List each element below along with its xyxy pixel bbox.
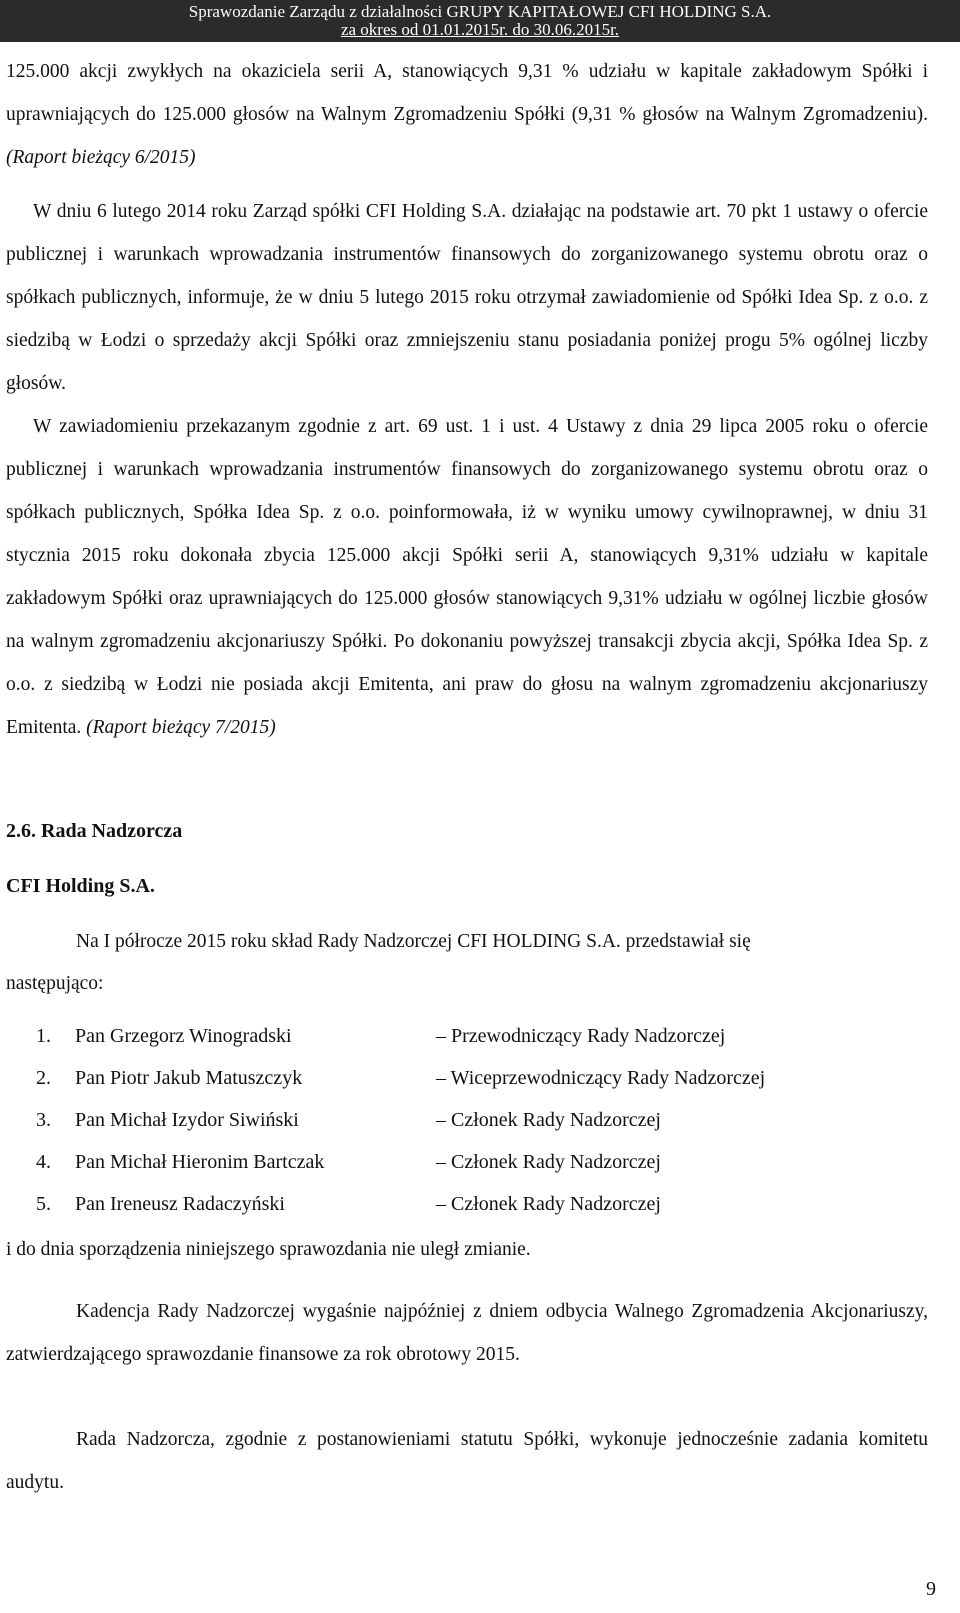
paragraph-term: Kadencja Rady Nadzorczej wygaśnie najpóźniej z dniem odbycia Walnego Zgromadzenia Akcjonariuszy, zatwierdzającego sprawozdanie finansowe za rok obrotowy 2015. bbox=[6, 1301, 928, 1365]
paragraph-notification: W dniu 6 lutego 2014 roku Zarząd spółki CFI Holding S.A. działając na podstawie art. 70 pkt 1 ustawy o ofercie publicznej i warunkach wprowadzania instrumentów finansowych do zorganizowanego systemu obrotu oraz o spółkach publicznych, informuje, że w dniu 5 lutego 2015 roku otrzymał zawiadomienie od Spółki Idea Sp. z o.o. z siedzibą w Łodzi o sprzedaży akcji Spółki oraz zmniejszeniu stanu posiadania poniżej progu 5% ogólnej liczby głosów. bbox=[6, 201, 928, 394]
company-title: CFI Holding S.A. bbox=[6, 875, 155, 897]
page-header bbox=[0, 0, 960, 42]
section-title: 2.6. Rada Nadzorcza bbox=[6, 820, 183, 842]
report-reference: (Raport bieżący 7/2015) bbox=[86, 717, 276, 738]
page-number: 9 bbox=[926, 1578, 936, 1600]
header-period: za okres od 01.01.2015r. do 30.06.2015r. bbox=[340, 20, 620, 39]
board-intro-cont: następująco: bbox=[6, 973, 104, 994]
paragraph-shares: 125.000 akcji zwykłych na okaziciela serii A, stanowiących 9,31 % udziału w kapitale zakładowym Spółki i uprawniających do 125.000 głosów na Walnym Zgromadzeniu Spółki (9,31 % głosów na Walnym Zgromadzeniu). (Raport bieżący 6/2015) bbox=[6, 61, 928, 168]
board-unchanged-note: i do dnia sporządzenia niniejszego sprawozdania nie uległ zmianie. bbox=[6, 1239, 531, 1260]
report-reference: (Raport bieżący 6/2015) bbox=[6, 147, 196, 168]
header-title: Sprawozdanie Zarządu z działalności GRUPY KAPITAŁOWEJ CFI HOLDING S.A. bbox=[188, 2, 772, 21]
paragraph-disposal: W zawiadomieniu przekazanym zgodnie z art. 69 ust. 1 i ust. 4 Ustawy z dnia 29 lipca 2005 roku o ofercie publicznej i warunkach wprowadzania instrumentów finansowych do zorganizowanego systemu obrotu oraz o spółkach publicznych, Spółka Idea Sp. z o.o. poinformowała, iż w wyniku umowy cywilnoprawnej, w dniu 31 stycznia 2015 roku dokonała zbycia 125.000 akcji Spółki serii A, stanowiących 9,31% udziału w kapitale zakładowym Spółki oraz uprawniających do 125.000 głosów stanowiących 9,31% udziału w ogólnej liczbie głosów na walnym zgromadzeniu akcjonariuszy Spółki. Po dokonaniu powyższej transakcji zbycia akcji, Spółka Idea Sp. z o.o. z siedzibą w Łodzi nie posiada akcji Emitenta, ani praw do głosu na walnym zgromadzeniu akcjonariuszy Emitenta. (Raport bieżący 7/2015) bbox=[6, 416, 928, 738]
board-intro: Na I półrocze 2015 roku skład Rady Nadzorczej CFI HOLDING S.A. przedstawiał się bbox=[76, 931, 751, 952]
paragraph-audit: Rada Nadzorcza, zgodnie z postanowieniami statutu Spółki, wykonuje jednocześnie zadania komitetu audytu. bbox=[6, 1429, 928, 1493]
